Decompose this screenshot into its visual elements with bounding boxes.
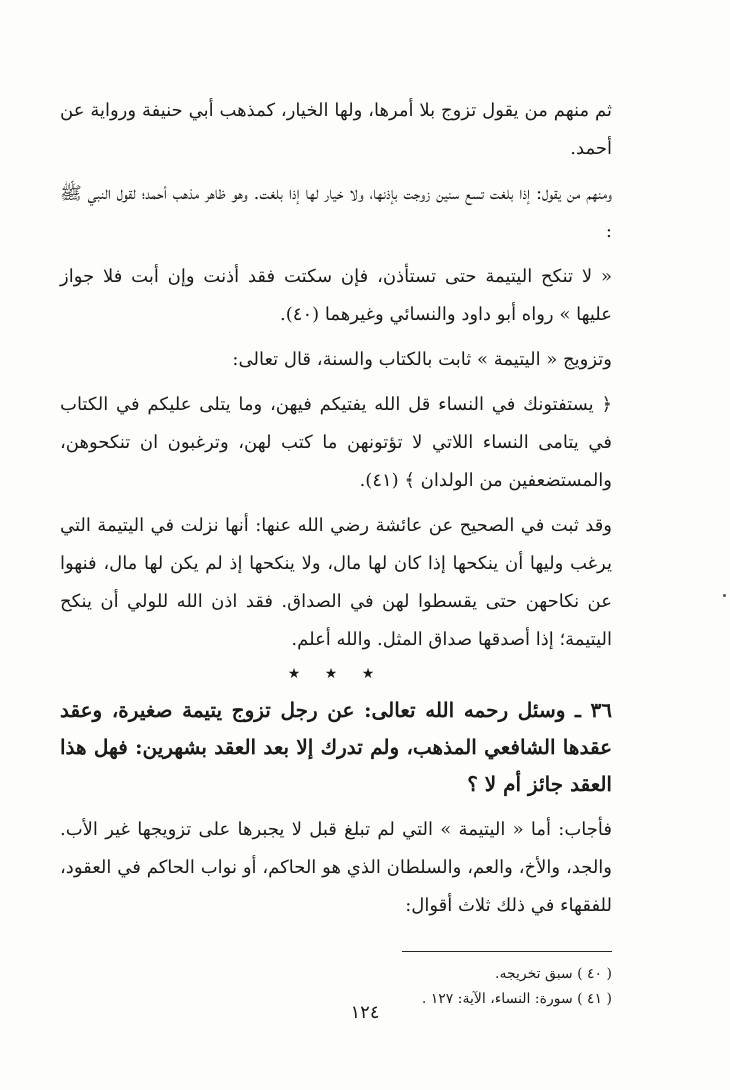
answer-text (60, 811, 612, 925)
quran-verse: ﴿ يستفتونك في النساء قل الله يفتيكم فيهن، وما يتلى عليكم في الكتاب في يتامى النساء اللاتي لا تؤتونهن ما كتب لهن، وترغبون ان تنكحوهن، والمستضعفين من الولدان ﴾ (٤١). (60, 394, 612, 491)
paragraph-3: وتزويج « اليتيمة » ثابت بالكتاب والسنة، قال تعالى: (232, 349, 612, 370)
hadith-quote: « لا تنكح اليتيمة حتى تستأذن، فإن سكتت فقد أذنت وإن أبت فلا جواز عليها » رواه أبو داود والنسائي وغيرهما (٤٠). (60, 266, 612, 325)
answer-paragraph: فأجاب: أما « اليتيمة » التي لم تبلغ قبل لا يجبرها على تزويجها غير الأب. والجد، والأخ، والعم، والسلطان الذي هو الحاكم، أو نواب الحاكم في العقود، للفقهاء في ذلك ثلاث أقوال: (60, 819, 612, 916)
main-text (60, 92, 612, 659)
paragraph-1: ثم منهم من يقول تزوج بلا أمرها، ولها الخيار، كمذهب أبي حنيفة ورواية عن أحمد. (60, 100, 612, 159)
page-number: ١٢٤ (350, 1002, 380, 1023)
section-separator: ★ ★ ★ (287, 666, 385, 682)
scan-mark (723, 594, 726, 597)
paragraph-4: وقد ثبت في الصحيح عن عائشة رضي الله عنها: أنها نزلت في اليتيمة التي يرغب وليها أن ينكحها إذا كان لها مال، ولا ينكحها إذ لم يكن لها مال، فنهوا عن نكاحهن حتى يقسطوا لهن في الصداق. فقد اذن الله للولي أن ينكح اليتيمة؛ إذا أصدقها صداق المثل. والله أعلم. (60, 515, 612, 650)
footnote-41: ( ٤١ ) سورة: النساء، الآية: ١٢٧ . (421, 991, 612, 1007)
question-heading: ٣٦ ـ وسئل رحمه الله تعالى: عن رجل تزوج يتيمة صغيرة، وعقد عقدها الشافعي المذهب، ولم تدرك إلا بعد العقد بشهرين: فهل هذا العقد جائز أم لا ؟ (60, 698, 612, 796)
footnote-divider (402, 951, 612, 952)
paragraph-2: ومنهم من يقول: إذا بلغت تسع سنين زوجت بإذنها، ولا خيار لها إذا بلغت. وهو ظاهر مذهب أحمد؛ لقول النبي ﷺ : (60, 183, 612, 242)
footnote-40: ( ٤٠ ) سبق تخريجه. (495, 966, 612, 982)
